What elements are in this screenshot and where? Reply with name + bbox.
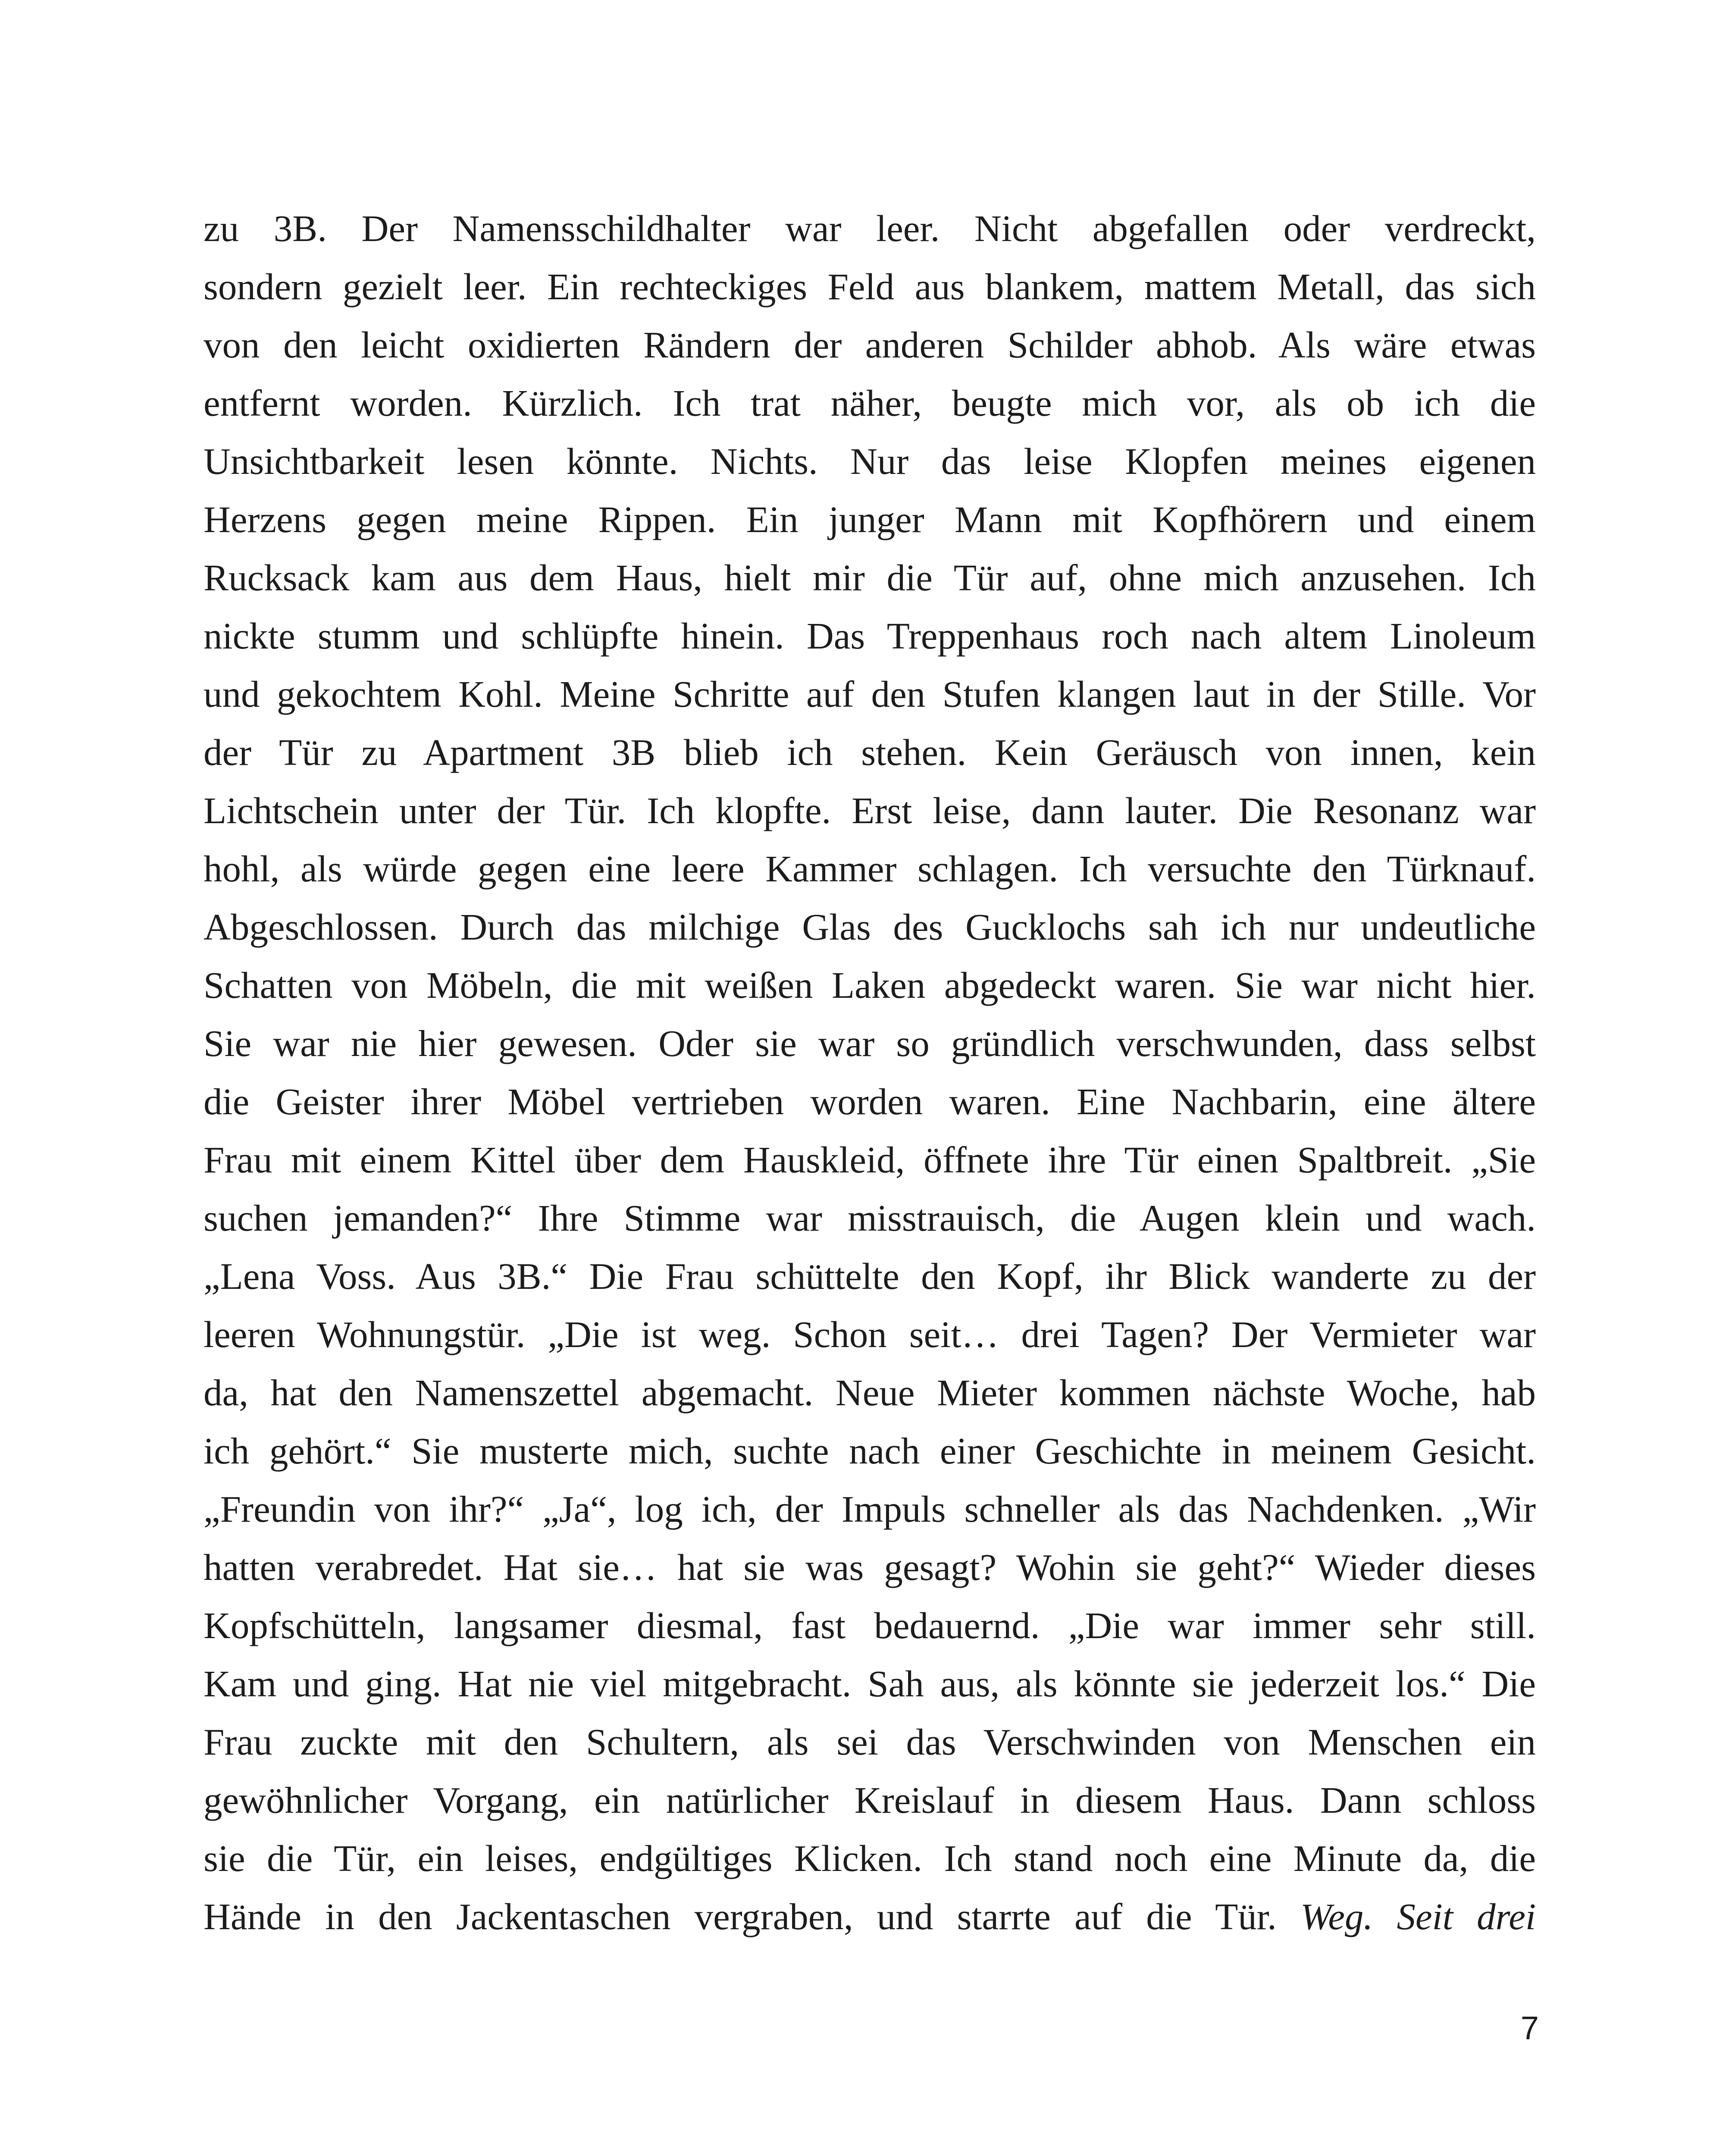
text-line: zu 3B. Der Namensschildhalter war leer. Nicht abgefallen oder verdreckt,	[204, 207, 1536, 249]
text-line: die Geister ihrer Möbel vertrieben worden waren. Eine Nachbarin, eine ältere	[204, 1081, 1536, 1122]
text-line: Herzens gegen meine Rippen. Ein junger Mann mit Kopfhörern und einem	[204, 498, 1536, 540]
text-line: Lichtschein unter der Tür. Ich klopfte. Erst leise, dann lauter. Die Resonanz war	[204, 790, 1536, 831]
text-line: gewöhnlicher Vorgang, ein natürlicher Kreislauf in diesem Haus. Dann schloss	[204, 1779, 1536, 1821]
text-line: und gekochtem Kohl. Meine Schritte auf den Stufen klangen laut in der Stille. Vor	[204, 673, 1536, 715]
text-line: Abgeschlossen. Durch das milchige Glas des Gucklochs sah ich nur undeutliche	[204, 906, 1536, 948]
text-line: der Tür zu Apartment 3B blieb ich stehen. Kein Geräusch von innen, kein	[204, 731, 1536, 773]
text-line: Rucksack kam aus dem Haus, hielt mir die Tür auf, ohne mich anzusehen. Ich	[204, 557, 1536, 599]
text-line: ich gehört.“ Sie musterte mich, suchte nach einer Geschichte in meinem Gesicht.	[204, 1430, 1536, 1472]
text-line: Unsichtbarkeit lesen könnte. Nichts. Nur das leise Klopfen meines eigenen	[204, 440, 1536, 482]
text-line-last	[204, 1887, 1536, 1946]
text-line: Frau zuckte mit den Schultern, als sei das Verschwinden von Menschen ein	[204, 1721, 1536, 1763]
text-line: Sie war nie hier gewesen. Oder sie war so gründlich verschwunden, dass selbst	[204, 1022, 1536, 1064]
text-line: Kam und ging. Hat nie viel mitgebracht. Sah aus, als könnte sie jederzeit los.“ Die	[204, 1663, 1536, 1705]
text-line: sie die Tür, ein leises, endgültiges Klicken. Ich stand noch eine Minute da, die	[204, 1837, 1536, 1879]
text-line: da, hat den Namenszettel abgemacht. Neue Mieter kommen nächste Woche, hab	[204, 1372, 1536, 1413]
text-line: „Freundin von ihr?“ „Ja“, log ich, der Impuls schneller als das Nachdenken. „Wir	[204, 1488, 1536, 1530]
body-text	[204, 199, 1536, 1946]
text-line: leeren Wohnungstür. „Die ist weg. Schon seit… drei Tagen? Der Vermieter war	[204, 1313, 1536, 1355]
text-line: nickte stumm und schlüpfte hinein. Das Treppenhaus roch nach altem Linoleum	[204, 615, 1536, 657]
text-line-italic: Weg. Seit drei	[1300, 1896, 1536, 1937]
text-line: Schatten von Möbeln, die mit weißen Laken abgedeckt waren. Sie war nicht hier.	[204, 964, 1536, 1006]
text-line: hatten verabredet. Hat sie… hat sie was gesagt? Wohin sie geht?“ Wieder dieses	[204, 1546, 1536, 1588]
text-line: Frau mit einem Kittel über dem Hauskleid, öffnete ihre Tür einen Spaltbreit. „Sie	[204, 1139, 1536, 1181]
text-line: sondern gezielt leer. Ein rechteckiges Feld aus blankem, mattem Metall, das sich	[204, 266, 1536, 307]
text-line: suchen jemanden?“ Ihre Stimme war misstrauisch, die Augen klein und wach.	[204, 1197, 1536, 1239]
text-line: „Lena Voss. Aus 3B.“ Die Frau schüttelte den Kopf, ihr Blick wanderte zu der	[204, 1255, 1536, 1297]
text-line: Kopfschütteln, langsamer diesmal, fast bedauernd. „Die war immer sehr still.	[204, 1604, 1536, 1646]
text-line-plain: Hände in den Jackentaschen vergraben, und starrte auf die Tür.	[204, 1896, 1277, 1937]
text-line: hohl, als würde gegen eine leere Kammer schlagen. Ich versuchte den Türknauf.	[204, 848, 1536, 890]
text-line: entfernt worden. Kürzlich. Ich trat näher, beugte mich vor, als ob ich die	[204, 382, 1536, 424]
text-line: von den leicht oxidierten Rändern der anderen Schilder abhob. Als wäre etwas	[204, 324, 1536, 366]
page-number: 7	[1520, 2010, 1539, 2046]
